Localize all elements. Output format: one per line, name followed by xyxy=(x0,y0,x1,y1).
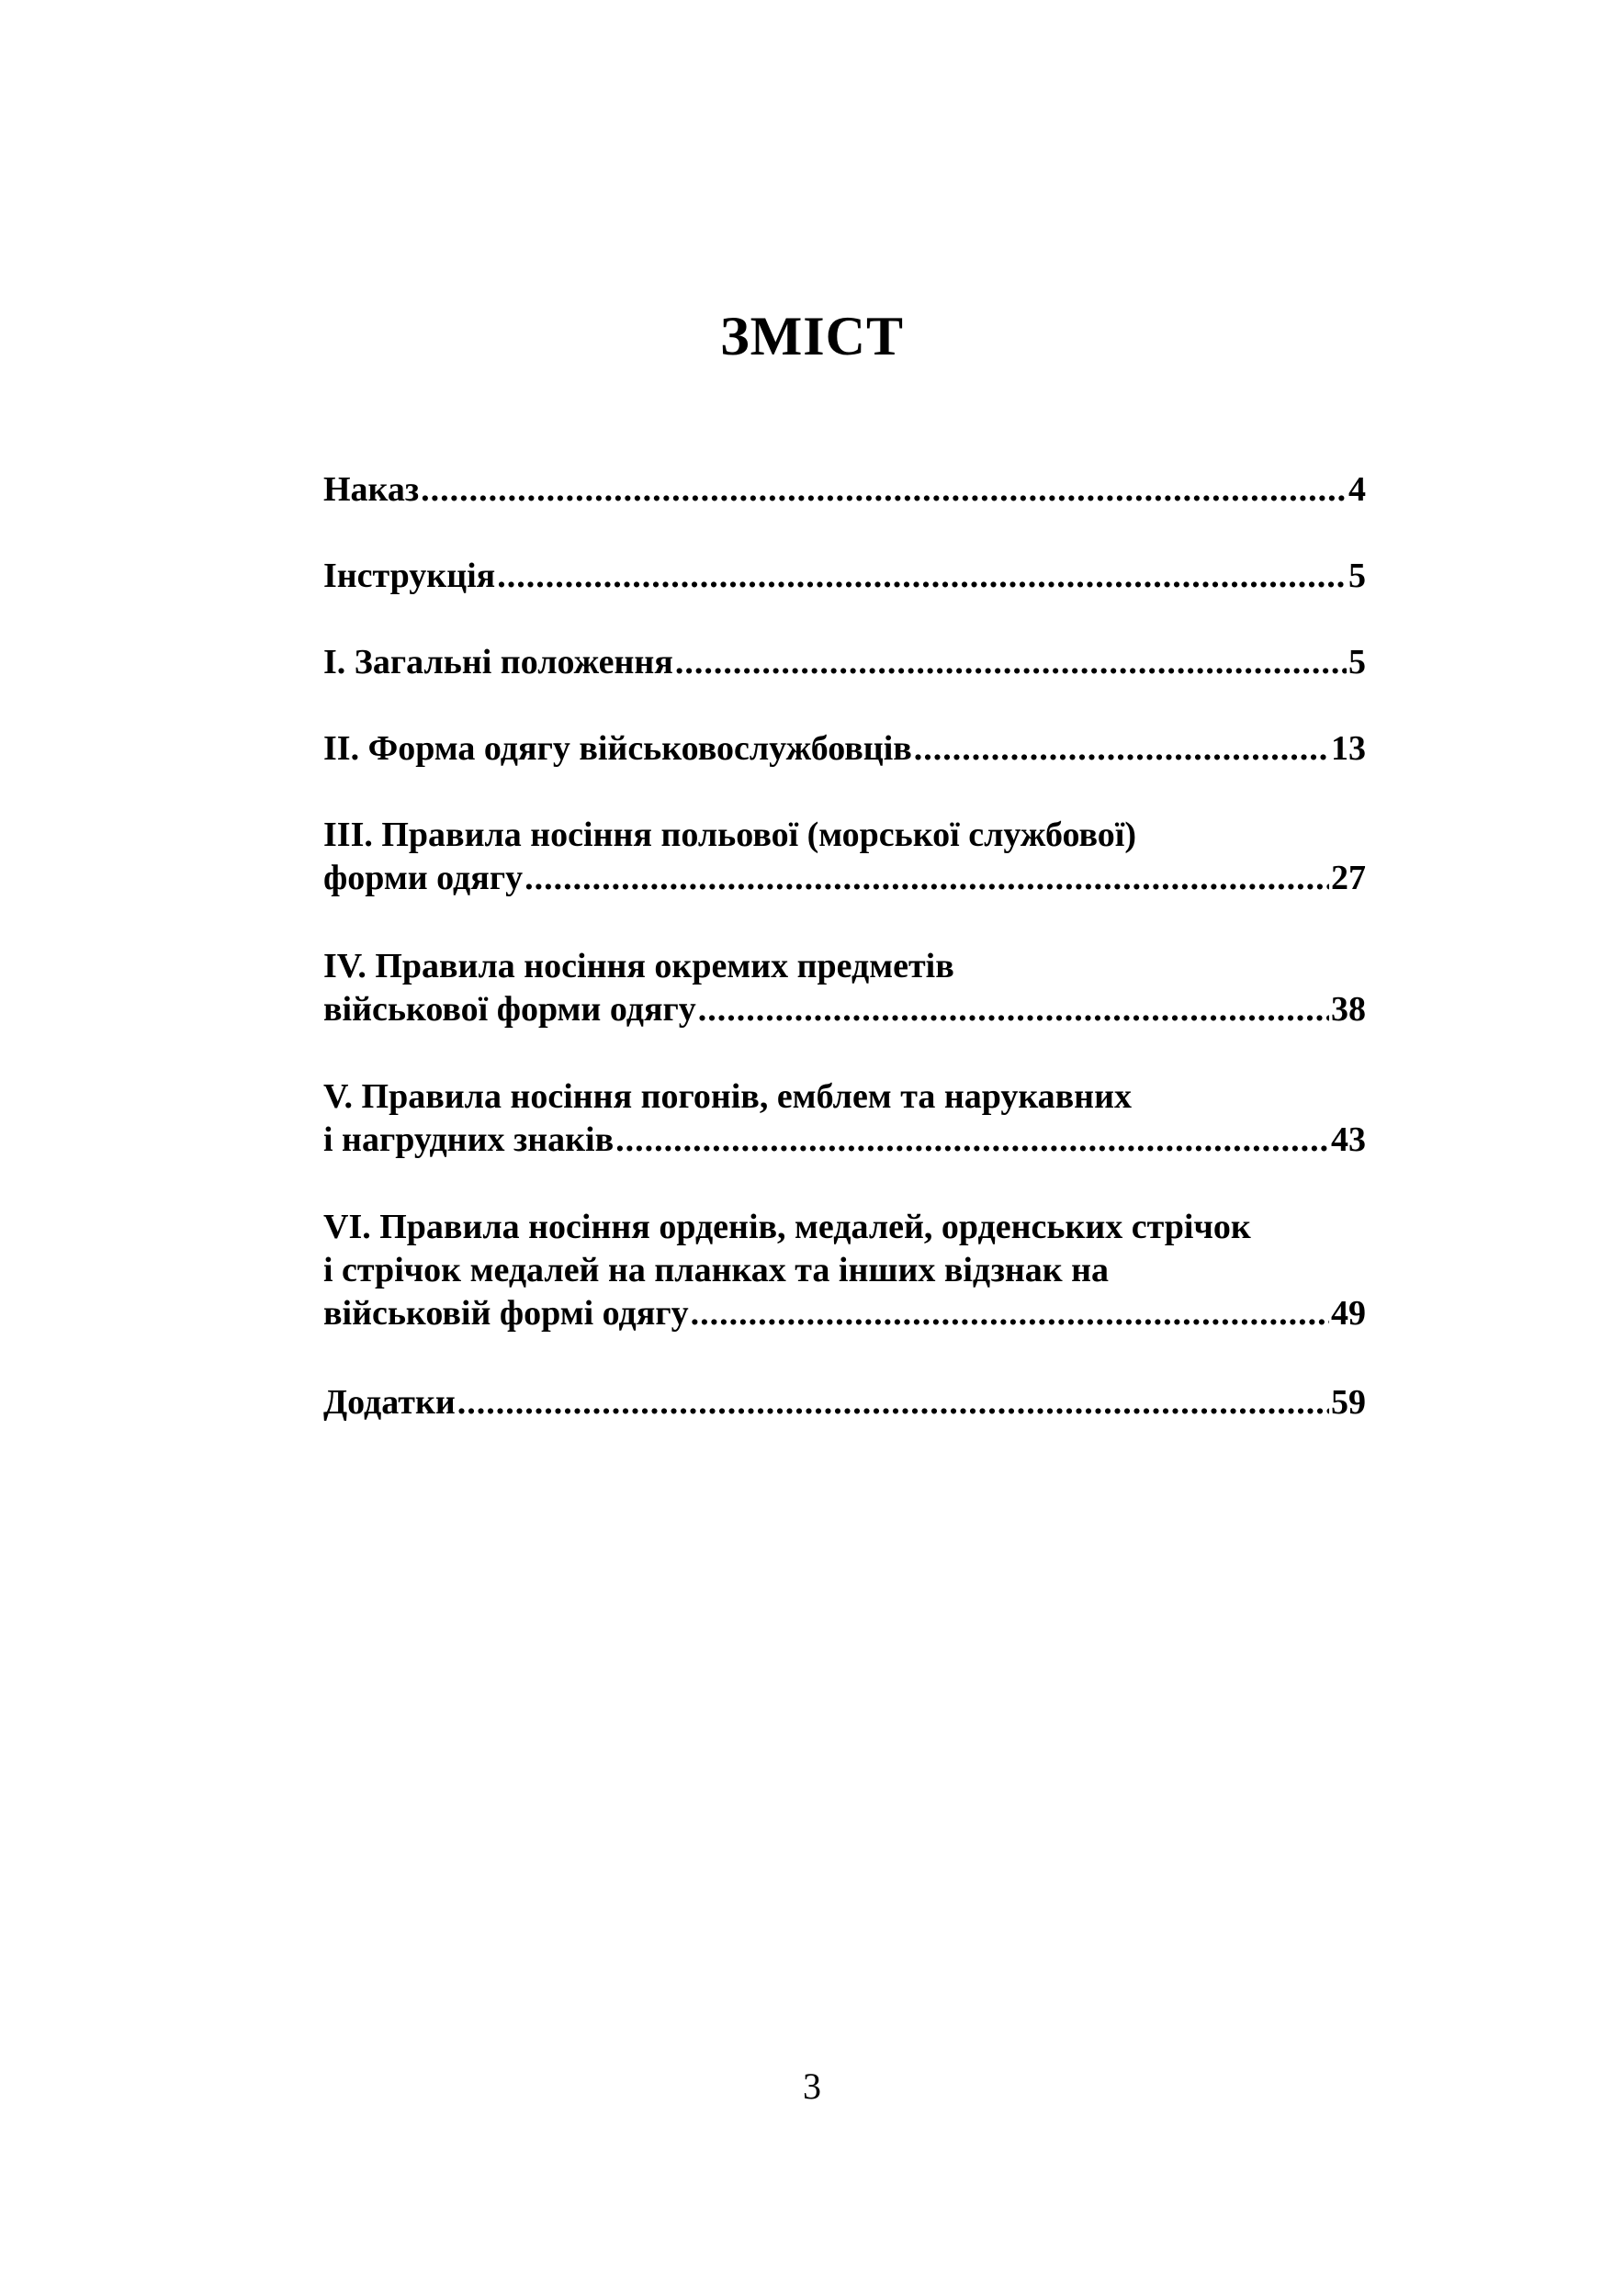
toc-dot-leader xyxy=(421,468,1347,512)
toc-page-number: 38 xyxy=(1331,990,1366,1029)
toc-entry-line xyxy=(323,727,1366,771)
toc-entry-title: ІІ. Форма одягу військовослужбовців xyxy=(323,729,912,768)
page-number: 3 xyxy=(803,2065,821,2107)
toc-entry-appendices[interactable] xyxy=(323,1381,1366,1424)
toc-dot-leader xyxy=(524,857,1329,900)
toc-dot-leader xyxy=(675,641,1347,684)
toc-page-number: 4 xyxy=(1348,470,1366,509)
toc-dot-leader xyxy=(698,988,1329,1031)
toc-entry-line xyxy=(323,1119,1366,1162)
toc-entry-title: Наказ xyxy=(323,470,420,509)
toc-entry-title: форми одягу xyxy=(323,859,524,897)
toc-entry-section-3[interactable] xyxy=(323,814,1366,900)
toc-entry-line xyxy=(323,641,1366,684)
toc-entry-title: і нагрудних знаків xyxy=(323,1120,615,1159)
toc-page-number: 5 xyxy=(1348,643,1366,681)
toc-entry-order[interactable] xyxy=(323,468,1366,512)
toc-entry-title: військовій формі одягу xyxy=(323,1294,689,1333)
toc-entry-line xyxy=(323,1381,1366,1424)
toc-entry-line xyxy=(323,857,1366,900)
toc-entry-section-1[interactable] xyxy=(323,641,1366,684)
toc-entry-title: Інструкція xyxy=(323,557,496,595)
toc-entry-section-4[interactable] xyxy=(323,945,1366,1031)
toc-entry-section-5[interactable] xyxy=(323,1075,1366,1162)
toc-page-number: 27 xyxy=(1331,859,1366,897)
toc-entry-line xyxy=(323,1292,1366,1335)
toc-entry-title-line: IV. Правила носіння окремих предметів xyxy=(323,947,954,985)
toc-dot-leader xyxy=(615,1119,1329,1162)
toc-entry-line xyxy=(323,468,1366,512)
toc-entry-title-line: V. Правила носіння погонів, емблем та нарукавних xyxy=(323,1077,1132,1116)
toc-entry-title: Додатки xyxy=(323,1383,456,1422)
toc-entry-line xyxy=(323,555,1366,598)
toc-page-number: 49 xyxy=(1331,1294,1366,1333)
toc-dot-leader xyxy=(457,1381,1329,1424)
toc-dot-leader xyxy=(497,555,1347,598)
toc-entry-title: І. Загальні положення xyxy=(323,643,673,681)
toc-dot-leader xyxy=(691,1292,1329,1335)
toc-entry-title: військової форми одягу xyxy=(323,990,696,1029)
toc-page-number: 13 xyxy=(1331,729,1366,768)
toc-entry-line xyxy=(323,988,1366,1031)
toc-entry-instruction[interactable] xyxy=(323,555,1366,598)
toc-dot-leader xyxy=(914,727,1329,771)
toc-page-number: 59 xyxy=(1331,1383,1366,1422)
toc-entry-title-line: VІ. Правила носіння орденів, медалей, орденських стрічок xyxy=(323,1208,1251,1246)
toc-page-number: 5 xyxy=(1348,557,1366,595)
toc-page-number: 43 xyxy=(1331,1120,1366,1159)
toc-entry-section-2[interactable] xyxy=(323,727,1366,771)
toc-entry-title-line: і стрічок медалей на планках та інших відзнак на xyxy=(323,1251,1110,1289)
toc-entry-section-6[interactable] xyxy=(323,1206,1366,1335)
toc-entry-title-line: ІІІ. Правила носіння польової (морської службової) xyxy=(323,816,1136,854)
page-title: ЗМІСТ xyxy=(720,306,904,366)
